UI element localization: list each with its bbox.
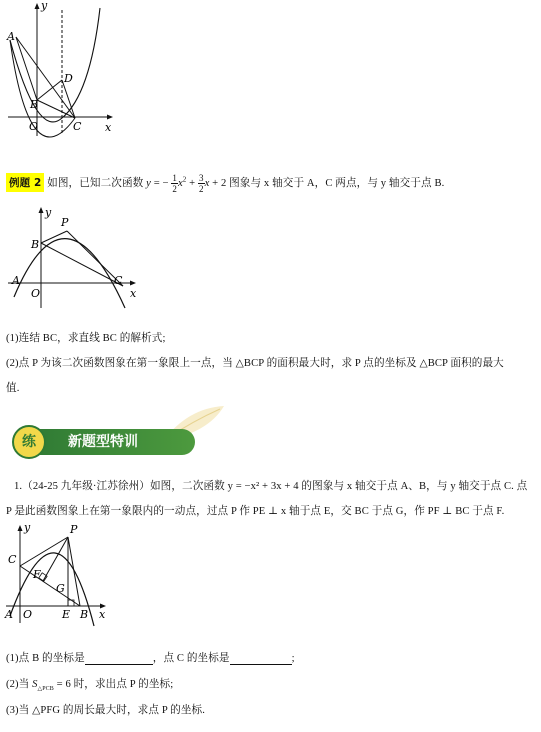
problem1-question-1: (1)点 B 的坐标是 ，点 C 的坐标是 ; <box>6 653 295 664</box>
fig3-label-x: x <box>99 608 106 621</box>
example-tag: 例题 2 <box>6 173 44 192</box>
fig1-label-x: x <box>105 121 112 134</box>
fig3-label-C: C <box>8 553 17 566</box>
fig1-label-B: B <box>30 98 39 111</box>
practice-icon: 练 <box>12 425 46 459</box>
fig1-label-O: O <box>29 120 39 133</box>
fig3-label-y: y <box>24 521 31 534</box>
fig1-label-y: y <box>41 0 48 12</box>
section-banner <box>12 425 202 459</box>
banner-title: 新题型特训 <box>30 429 195 455</box>
fig2-label-O: O <box>31 287 41 300</box>
figure-1-parabola <box>0 0 130 140</box>
fig3-label-O: O <box>23 608 33 621</box>
fig3-label-A: A <box>5 608 13 621</box>
example2-statement: 例题 2 如图，已知二次函数 y = − $\frac{1}{2}$ $x^2$ + $\frac{3}{2}$ x + 2 图象与 x 轴交于 A，C 两点，与 y 轴交于点 B. <box>6 173 444 194</box>
problem1-question-3: (3)当 △PFG 的周长最大时，求点 P 的坐标. <box>6 705 205 716</box>
figure-2-parabola <box>0 200 150 315</box>
fig2-label-C: C <box>114 274 123 287</box>
fig1-label-A: A <box>7 30 15 43</box>
fig2-label-x: x <box>130 287 137 300</box>
fig3-label-G: G <box>56 582 65 595</box>
problem1-line-1: 1.（24-25 九年级·江苏徐州）如图，二次函数 y = −x² + 3x + 4 的图象与 x 轴交于点 A、B，与 y 轴交于点 C. 点 <box>14 481 528 492</box>
fig3-label-E: E <box>62 608 71 621</box>
fig3-label-P: P <box>70 523 78 536</box>
fig1-label-D: D <box>64 72 73 85</box>
fig2-label-P: P <box>61 216 69 229</box>
answer-blank-c[interactable] <box>230 654 292 665</box>
fig3-label-B: B <box>80 608 89 621</box>
figure-3-parabola <box>0 520 115 630</box>
fig3-label-F: F <box>33 568 41 581</box>
problem1-line-2: P 是此函数图象上在第一象限内的一动点，过点 P 作 PE ⊥ x 轴于点 E，交 BC 于点 G，作 PF ⊥ BC 于点 F. <box>6 506 505 517</box>
fig2-label-A: A <box>12 274 20 287</box>
fig2-label-B: B <box>31 238 40 251</box>
fig1-label-C: C <box>73 120 82 133</box>
answer-blank-b[interactable] <box>85 654 153 665</box>
problem1-question-2: (2)当 $S_{\triangle PCB} = 6$ 时，求出点 P 的坐标; <box>6 679 174 693</box>
example2-question-1: (1)连结 BC，求直线 BC 的解析式; <box>6 333 166 344</box>
fig2-label-y: y <box>45 206 52 219</box>
example2-question-2b: 值. <box>6 383 20 394</box>
example2-question-2a: (2)点 P 为该二次函数图象在第一象限上一点，当 △BCP 的面积最大时，求 P 点的坐标及 △BCP 面积的最大 <box>6 358 504 369</box>
